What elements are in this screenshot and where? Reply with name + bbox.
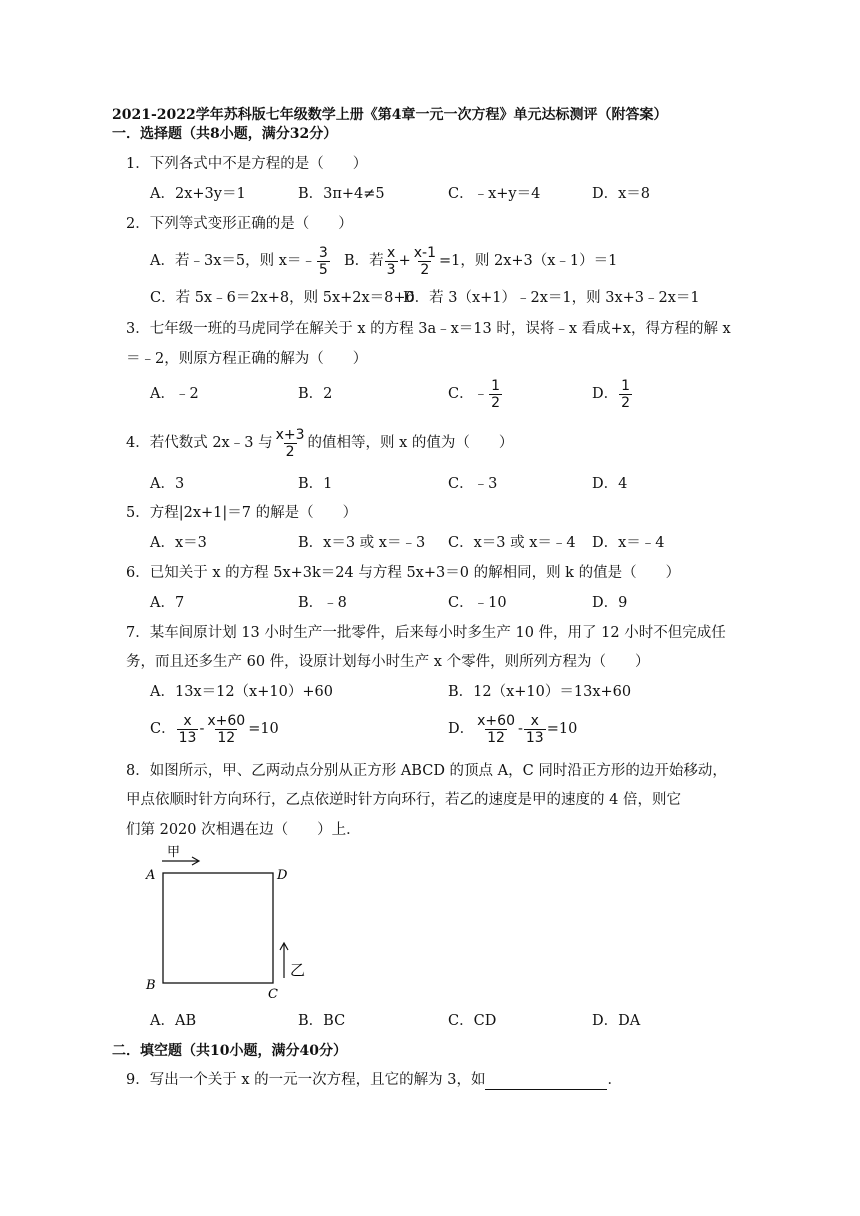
q6-option-d[interactable]: D．9 — [592, 595, 628, 611]
yi-label: 乙 — [290, 961, 306, 979]
q4-option-b[interactable]: B．1 — [298, 476, 333, 492]
q3-option-a[interactable]: A．﹣2 — [150, 386, 199, 402]
q1-option-a[interactable]: A．2x+3y＝1 — [150, 186, 246, 202]
vertex-b-label: B — [146, 978, 156, 993]
q1-option-c[interactable]: C．﹣x+y＝4 — [448, 186, 541, 202]
q9-stem — [126, 1070, 622, 1090]
q2-option-b[interactable] — [344, 243, 617, 279]
square-figure — [140, 840, 310, 1000]
q7-d-fraction-2: $\frac{x}{13}$ — [525, 712, 544, 746]
q2-option-c[interactable]: C．若 5x﹣6＝2x+8，则 5x+2x＝8+6 — [150, 290, 415, 306]
q5-option-b[interactable]: B．x＝3 或 x＝﹣3 — [298, 535, 426, 551]
q9-stem-post: ． — [607, 1072, 622, 1088]
q3-d-text: D． — [592, 386, 619, 402]
q7-option-b[interactable]: B．12（x+10）＝13x+60 — [448, 684, 632, 700]
q4-stem-post: 的值相等，则 x 的值为（ ） — [307, 435, 514, 451]
q2-b-plus: + — [398, 253, 411, 269]
q7-d-minus: - — [517, 721, 523, 737]
q8-option-c[interactable]: C．CD — [448, 1013, 497, 1029]
q2-b-fraction-1: $\frac{x}{3}$ — [386, 244, 396, 278]
q3-d-fraction: $\frac{1}{2}$ — [621, 377, 631, 411]
q8-option-a[interactable]: A．AB — [150, 1013, 197, 1029]
q4-option-d[interactable]: D．4 — [592, 476, 628, 492]
yi-arrow-icon — [280, 943, 288, 978]
q2-b-text: B．若 — [344, 253, 384, 269]
section2-heading: 二．填空题（共10小题，满分40分） — [112, 1043, 347, 1059]
q7-stem-line2: 务，而且还多生产 60 件，设原计划每小时生产 x 个零件，则所列方程为（ ） — [126, 654, 650, 670]
q9-answer-blank[interactable] — [485, 1073, 607, 1090]
q6-option-b[interactable]: B．﹣8 — [298, 595, 347, 611]
q4-stem — [126, 425, 513, 461]
q2-a-fraction: $\frac{3}{5}$ — [318, 244, 328, 278]
q1-option-b[interactable]: B．3π+4≠5 — [298, 186, 385, 202]
vertex-a-label: A — [146, 868, 156, 883]
q6-option-c[interactable]: C．﹣10 — [448, 595, 507, 611]
q7-c-post: =10 — [248, 721, 279, 737]
vertex-c-label: C — [268, 987, 278, 1000]
q8-option-d[interactable]: D．DA — [592, 1013, 641, 1029]
q5-option-a[interactable]: A．x＝3 — [150, 535, 207, 551]
jia-label: 甲 — [167, 845, 181, 860]
q2-stem: 2．下列等式变形正确的是（ ） — [126, 216, 353, 232]
q8-option-b[interactable]: B．BC — [298, 1013, 346, 1029]
q2-b-fraction-2: $\frac{x-1}{2}$ — [413, 244, 436, 278]
q3-option-c[interactable] — [448, 376, 503, 412]
q8-stem-line1: 8．如图所示，甲、乙两动点分别从正方形 ABCD 的顶点 A，C 同时沿正方形的边开始移动， — [126, 763, 727, 779]
q3-option-d[interactable] — [592, 376, 633, 412]
q2-b-post: =1，则 2x+3（x﹣1）＝1 — [438, 253, 618, 269]
q2-a-text: A．若﹣3x＝5，则 x＝﹣ — [150, 253, 316, 269]
q7-stem-line1: 7．某车间原计划 13 小时生产一批零件，后来每小时多生产 10 件，用了 12 小时不但完成任 — [126, 625, 726, 641]
q3-stem-line2: ＝﹣2，则原方程正确的解为（ ） — [126, 351, 368, 367]
q3-c-fraction: $\frac{1}{2}$ — [491, 377, 501, 411]
q7-option-d[interactable] — [448, 711, 577, 747]
doc-title: 2021-2022学年苏科版七年级数学上册《第4章一元一次方程》单元达标测评（附答案） — [112, 107, 668, 123]
q8-stem-line2: 甲点依顺时针方向环行，乙点依逆时针方向环行，若乙的速度是甲的速度的 4 倍，则它 — [126, 792, 681, 808]
q7-c-minus: - — [199, 721, 205, 737]
q7-c-fraction-1: $\frac{x}{13}$ — [178, 712, 197, 746]
section1-heading: 一．选择题（共8小题，满分32分） — [112, 126, 338, 142]
q5-stem: 5．方程|2x+1|＝7 的解是（ ） — [126, 505, 358, 521]
q7-option-a[interactable]: A．13x＝12（x+10）+60 — [150, 684, 333, 700]
q5-option-c[interactable]: C．x＝3 或 x＝﹣4 — [448, 535, 576, 551]
q7-d-post: =10 — [546, 721, 578, 737]
q3-c-text: C．﹣ — [448, 386, 489, 402]
vertex-d-label: D — [277, 868, 288, 883]
q4-stem-pre: 4．若代数式 2x﹣3 与 — [126, 435, 273, 451]
q7-d-fraction-1: $\frac{x+60}{12}$ — [477, 712, 515, 746]
q2-option-d[interactable]: D．若 3（x+1）﹣2x＝1，则 3x+3﹣2x＝1 — [403, 290, 700, 306]
q6-stem: 6．已知关于 x 的方程 5x+3k＝24 与方程 5x+3＝0 的解相同，则 k 的值是（ ） — [126, 565, 681, 581]
q7-option-c[interactable] — [150, 711, 279, 747]
q7-c-fraction-2: $\frac{x+60}{12}$ — [207, 712, 246, 746]
q1-option-d[interactable]: D．x＝8 — [592, 186, 651, 202]
q3-option-b[interactable]: B．2 — [298, 386, 333, 402]
square-abcd — [163, 873, 273, 983]
q9-stem-pre: 9．写出一个关于 x 的一元一次方程，且它的解为 3，如 — [126, 1072, 486, 1088]
q4-option-c[interactable]: C．﹣3 — [448, 476, 498, 492]
q6-option-a[interactable]: A．7 — [150, 595, 185, 611]
q7-c-text: C． — [150, 721, 176, 737]
q3-stem-line1: 3．七年级一班的马虎同学在解关于 x 的方程 3a﹣x＝13 时，误将﹣x 看成+x，得方程的解 x — [126, 321, 731, 337]
q4-fraction: $\frac{x+3}{2}$ — [275, 426, 305, 460]
q1-stem: 1．下列各式中不是方程的是（ ） — [126, 156, 368, 172]
q4-option-a[interactable]: A．3 — [150, 476, 185, 492]
q7-d-text: D． — [448, 721, 475, 737]
q2-option-a[interactable] — [150, 243, 331, 279]
q5-option-d[interactable]: D．x＝﹣4 — [592, 535, 665, 551]
q8-stem-line3: 们第 2020 次相遇在边（ ）上． — [126, 822, 361, 838]
